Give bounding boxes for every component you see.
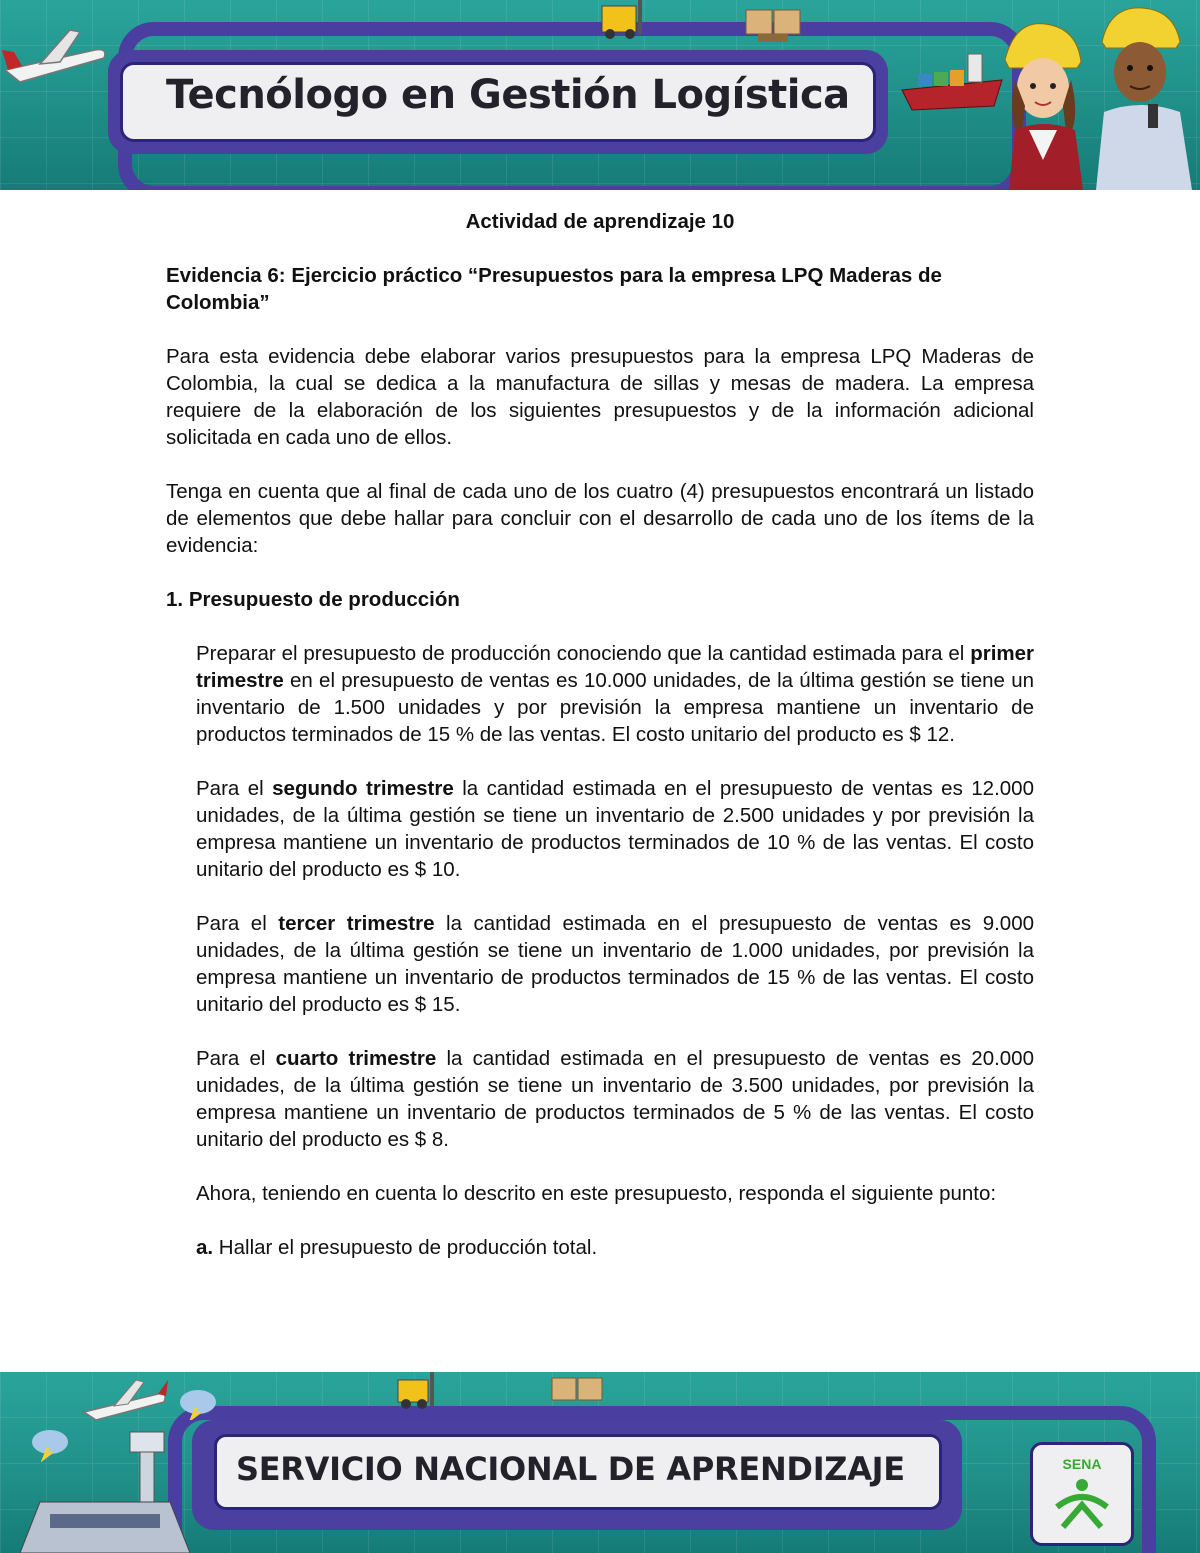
quarter-2-text-after: la cantidad estimada en el presupuesto de ventas es 12.000 unidades, de la última gestión se tiene un inventario de 2.500 unidades y por previsión la empresa mantiene un inventario de productos terminados de 10 % de las ventas. El costo unitario del producto es $ 10. [196, 777, 1034, 881]
quarter-1-text-before: Preparar el presupuesto de producción conociendo que la cantidad estimada para el [196, 642, 971, 665]
quarter-4-text-after: la cantidad estimada en el presupuesto de ventas es 20.000 unidades, de la última gestión se tiene un inventario de 3.500 unidades, por previsión la empresa mantiene un inventario de productos terminados de 5 % de las ventas. El costo unitario del producto es $ 8. [196, 1047, 1034, 1151]
airplane-icon [80, 1376, 170, 1426]
quarter-2-label: segundo trimestre [272, 777, 454, 800]
quarter-1-paragraph [196, 640, 1034, 748]
worker-woman-illustration [985, 10, 1105, 190]
footer-title: SERVICIO NACIONAL DE APRENDIZAJE [236, 1450, 905, 1488]
quarter-3-text-before: Para el [196, 912, 279, 935]
question-intro: Ahora, teniendo en cuenta lo descrito en este presupuesto, responda el siguiente punto: [196, 1182, 997, 1205]
airplane-icon [0, 20, 110, 100]
airport-building-illustration [20, 1422, 190, 1553]
item-a-text: Hallar el presupuesto de producción total. [213, 1236, 598, 1259]
footer-banner [0, 1372, 1200, 1553]
section-title: Presupuesto de producción [188, 588, 460, 611]
quarter-1-label: primer trimestre [196, 642, 1034, 692]
sena-logo-icon [1033, 1445, 1131, 1543]
sena-logo [1030, 1442, 1134, 1546]
quarter-4-label: cuarto trimestre [275, 1047, 437, 1070]
intro-paragraph: Para esta evidencia debe elaborar varios presupuestos para la empresa LPQ Maderas de Colombia, la cual se dedica a la manufactura de sillas y mesas de madera. La empresa requiere de la elaboración de los siguientes presupuestos y de la información adicional solicitada en cada uno de ellos. [166, 345, 1034, 449]
quarter-3-label: tercer trimestre [278, 912, 435, 935]
header-banner [0, 0, 1200, 190]
quarter-1-text-after: en el presupuesto de ventas es 10.000 unidades, de la última gestión se tiene un inventario de 1.500 unidades y por previsión la empresa mantiene un inventario de productos terminados de 15 % de las ventas. El costo unitario del producto es $ 12. [196, 669, 1034, 746]
forklift-icon [390, 1372, 450, 1412]
section-number: 1. [166, 588, 184, 611]
quarter-3-text-after: la cantidad estimada en el presupuesto de ventas es 9.000 unidades, de la última gestión se tiene un inventario de 1.000 unidades, por previsión la empresa mantiene un inventario de productos terminados de 15 % de las ventas. El costo unitario del producto es $ 15. [196, 912, 1034, 1016]
item-a [196, 1234, 1034, 1261]
note-paragraph: Tenga en cuenta que al final de cada uno de los cuatro (4) presupuestos encontrará un listado de elementos que debe hallar para concluir con el desarrollo de cada uno de los ítems de la evidencia: [166, 480, 1034, 557]
boxes-icon [548, 1372, 608, 1412]
sena-logo-text: SENA [1062, 1456, 1102, 1472]
quarter-2-paragraph [196, 775, 1034, 883]
page-title: Tecnólogo en Gestión Logística [166, 72, 850, 118]
quarter-2-text-before: Para el [196, 777, 273, 800]
section-heading [166, 586, 1034, 613]
document-body [166, 208, 1034, 1261]
cloud-icon [178, 1380, 218, 1420]
forklift-icon [592, 0, 662, 40]
quarter-4-paragraph [196, 1045, 1034, 1153]
boxes-icon [740, 0, 810, 50]
activity-title: Actividad de aprendizaje 10 [465, 210, 735, 233]
item-a-label: a. [196, 1236, 214, 1259]
evidence-title: Evidencia 6: Ejercicio práctico “Presupuestos para la empresa LPQ Maderas de Colombia” [166, 264, 942, 314]
quarter-4-text-before: Para el [196, 1047, 276, 1070]
quarter-3-paragraph [196, 910, 1034, 1018]
worker-man-illustration [1088, 0, 1200, 190]
